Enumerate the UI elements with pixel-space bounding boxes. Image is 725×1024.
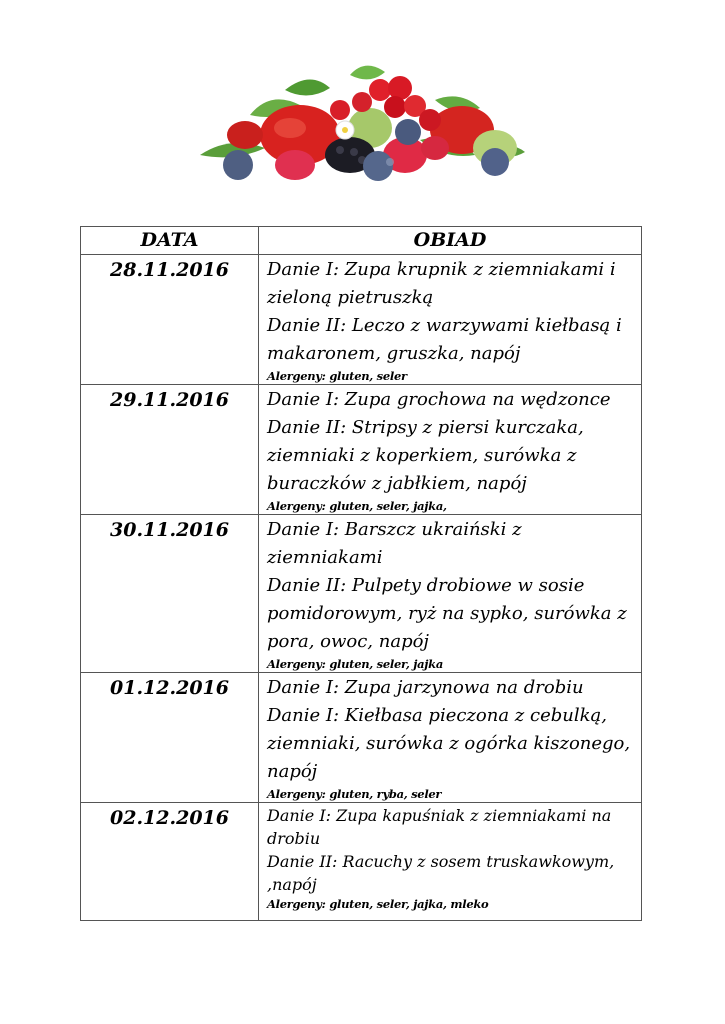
table-header-row (81, 227, 642, 255)
allergens-note: Alergeny: gluten, ryba, seler (267, 787, 442, 801)
allergens-note: Alergeny: gluten, seler, jajka (267, 657, 443, 671)
date-cell: 02.12.2016 (81, 803, 259, 921)
dish-line: Danie I: Zupa jarzynowa na drobiu (267, 677, 584, 698)
date-cell: 30.11.2016 (81, 515, 259, 673)
table-row (81, 255, 642, 385)
berries-illustration (190, 60, 530, 185)
table-row (81, 803, 642, 921)
menu-cell (259, 385, 642, 515)
dish-line: Danie I: Zupa kapuśniak z ziemniakami na drobiu (267, 806, 612, 848)
allergens-note: Alergeny: gluten, seler (267, 369, 407, 383)
table-row (81, 673, 642, 803)
dish-line: Danie I: Kiełbasa pieczona z cebulką, ziemniaki, surówka z ogórka kiszonego, napój (267, 705, 631, 782)
table-row (81, 385, 642, 515)
dish-line: Danie II: Leczo z warzywami kiełbasą i makaronem, gruszka, napój (267, 315, 622, 364)
menu-cell (259, 515, 642, 673)
dish-line: Danie I: Zupa grochowa na wędzonce (267, 389, 611, 410)
dish-line: Danie II: Pulpety drobiowe w sosie pomidorowym, ryż na sypko, surówka z pora, owoc, napój (267, 575, 627, 652)
date-cell: 29.11.2016 (81, 385, 259, 515)
dish-line: Danie I: Zupa krupnik z ziemniakami i zieloną pietruszką (267, 259, 616, 308)
dish-line: Danie II: Racuchy z sosem truskawkowym, ,napój (267, 852, 615, 894)
lunch-column-header: OBIAD (259, 227, 642, 255)
date-column-header: DATA (81, 227, 259, 255)
table-row (81, 515, 642, 673)
menu-cell (259, 673, 642, 803)
menu-cell (259, 255, 642, 385)
menu-cell (259, 803, 642, 921)
dish-line: Danie I: Barszcz ukraiński z ziemniakami (267, 519, 522, 568)
lunch-menu-table (80, 226, 642, 921)
allergens-note: Alergeny: gluten, seler, jajka, (267, 499, 447, 513)
allergens-note: Alergeny: gluten, seler, jajka, mleko (267, 897, 489, 911)
dish-line: Danie II: Stripsy z piersi kurczaka, ziemniaki z koperkiem, surówka z buraczków z jabłkiem, napój (267, 417, 584, 494)
date-cell: 01.12.2016 (81, 673, 259, 803)
date-cell: 28.11.2016 (81, 255, 259, 385)
